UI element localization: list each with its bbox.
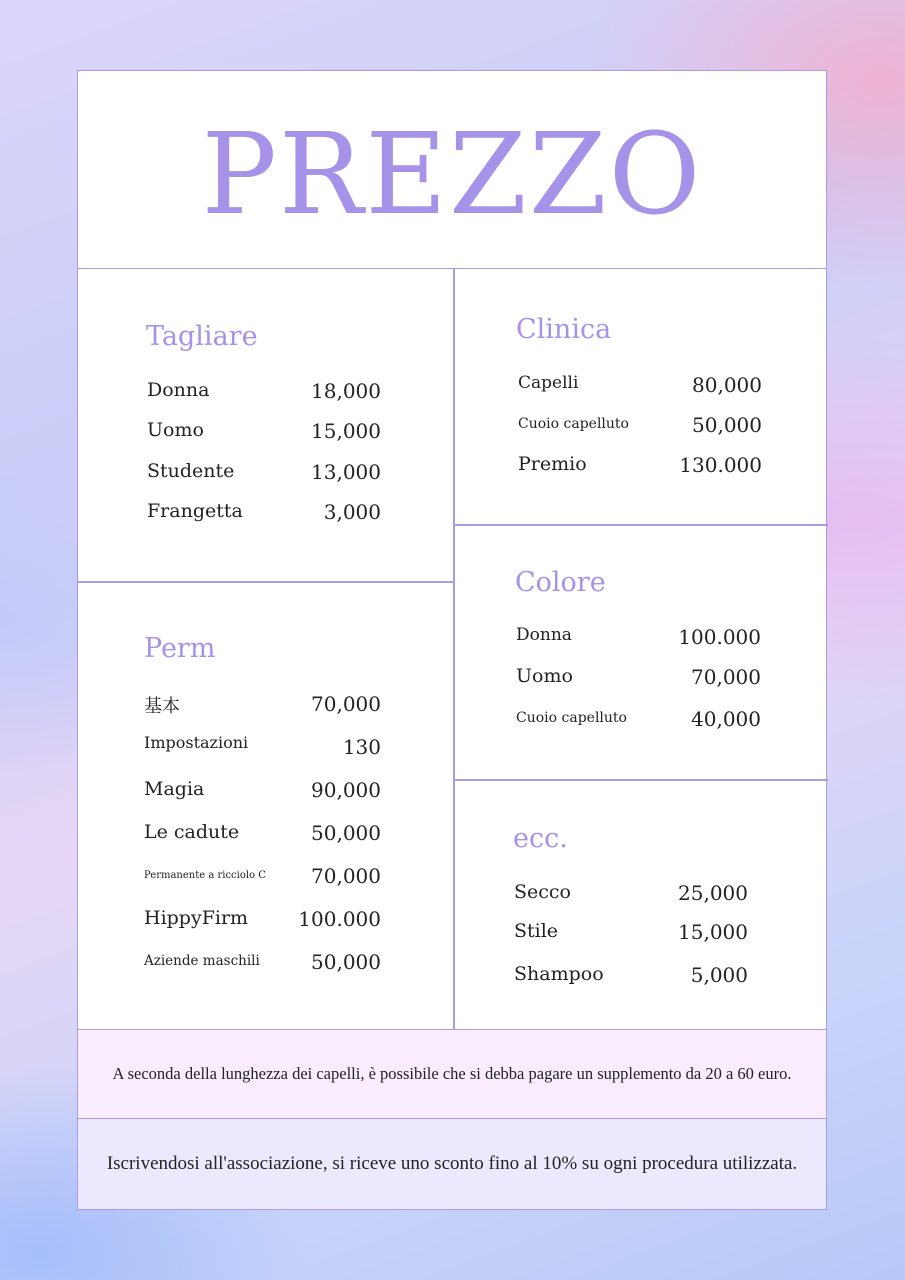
list-item bbox=[147, 460, 381, 488]
item-label: Aziende maschili bbox=[144, 953, 260, 969]
list-item bbox=[147, 379, 381, 407]
item-price: 70,000 bbox=[311, 864, 381, 888]
item-price: 15,000 bbox=[311, 419, 381, 443]
item-price: 100.000 bbox=[678, 625, 761, 649]
note-membership-discount: Iscrivendosi all'associazione, si riceve uno sconto fino al 10% su ogni procedura utilizzata. bbox=[78, 1119, 826, 1209]
divider-right-2 bbox=[454, 779, 828, 781]
item-label: Cuoio capelluto bbox=[516, 710, 627, 726]
list-item bbox=[144, 692, 381, 720]
item-price: 130 bbox=[342, 735, 381, 759]
item-price: 80,000 bbox=[692, 373, 762, 397]
item-price: 15,000 bbox=[678, 920, 748, 944]
note-length-surcharge: A seconda della lunghezza dei capelli, è possibile che si debba pagare un supplemento da 20 a 60 euro. bbox=[78, 1029, 826, 1119]
item-price: 3,000 bbox=[323, 500, 381, 524]
list-item bbox=[144, 907, 381, 935]
item-label: HippyFirm bbox=[144, 907, 249, 929]
item-label: Donna bbox=[147, 379, 210, 401]
item-label: Uomo bbox=[147, 419, 204, 441]
item-label: Premio bbox=[518, 453, 587, 475]
section-title: ecc. bbox=[513, 823, 568, 854]
section-title: Clinica bbox=[516, 314, 612, 345]
list-item bbox=[518, 373, 762, 401]
price-card bbox=[77, 70, 827, 1210]
list-item bbox=[518, 453, 762, 481]
item-price: 130.000 bbox=[679, 453, 762, 477]
list-item bbox=[144, 778, 381, 806]
divider-right-1 bbox=[454, 524, 828, 526]
item-price: 13,000 bbox=[311, 460, 381, 484]
section-title: Tagliare bbox=[146, 321, 258, 352]
divider-left bbox=[78, 581, 454, 583]
item-price: 50,000 bbox=[311, 950, 381, 974]
list-item bbox=[144, 735, 381, 763]
item-price: 100.000 bbox=[298, 907, 381, 931]
page-title: PREZZO bbox=[201, 109, 703, 240]
list-item bbox=[516, 665, 761, 693]
item-price: 70,000 bbox=[311, 692, 381, 716]
item-label: Cuoio capelluto bbox=[518, 416, 629, 432]
item-price: 18,000 bbox=[311, 379, 381, 403]
list-item bbox=[144, 864, 381, 892]
item-label: Capelli bbox=[518, 373, 579, 393]
item-price: 25,000 bbox=[678, 881, 748, 905]
item-price: 5,000 bbox=[690, 963, 748, 987]
item-label: Donna bbox=[516, 625, 572, 645]
item-price: 50,000 bbox=[692, 413, 762, 437]
item-price: 90,000 bbox=[311, 778, 381, 802]
list-item bbox=[514, 920, 748, 948]
item-label: Shampoo bbox=[514, 963, 604, 985]
list-item bbox=[147, 419, 381, 447]
header bbox=[78, 71, 826, 269]
item-label: Stile bbox=[514, 920, 559, 942]
item-label: Permanente a ricciolo C bbox=[144, 870, 266, 881]
list-item bbox=[144, 950, 381, 978]
list-item bbox=[516, 625, 761, 653]
section-title: Colore bbox=[515, 567, 606, 598]
column-divider bbox=[453, 269, 455, 1031]
list-item bbox=[147, 500, 381, 528]
item-label: Secco bbox=[514, 881, 571, 903]
item-label: Impostazioni bbox=[144, 733, 249, 752]
item-label: Frangetta bbox=[147, 500, 243, 522]
list-item bbox=[144, 821, 381, 849]
section-title: Perm bbox=[144, 633, 216, 664]
item-price: 40,000 bbox=[691, 707, 761, 731]
list-item bbox=[516, 707, 761, 735]
list-item bbox=[514, 881, 748, 909]
item-label: 基本 bbox=[144, 696, 180, 717]
item-label: Studente bbox=[147, 460, 235, 482]
list-item bbox=[514, 963, 748, 991]
list-item bbox=[518, 413, 762, 441]
item-label: Magia bbox=[144, 778, 205, 800]
item-price: 70,000 bbox=[691, 665, 761, 689]
item-price: 50,000 bbox=[311, 821, 381, 845]
item-label: Uomo bbox=[516, 665, 573, 687]
item-label: Le cadute bbox=[144, 821, 240, 843]
